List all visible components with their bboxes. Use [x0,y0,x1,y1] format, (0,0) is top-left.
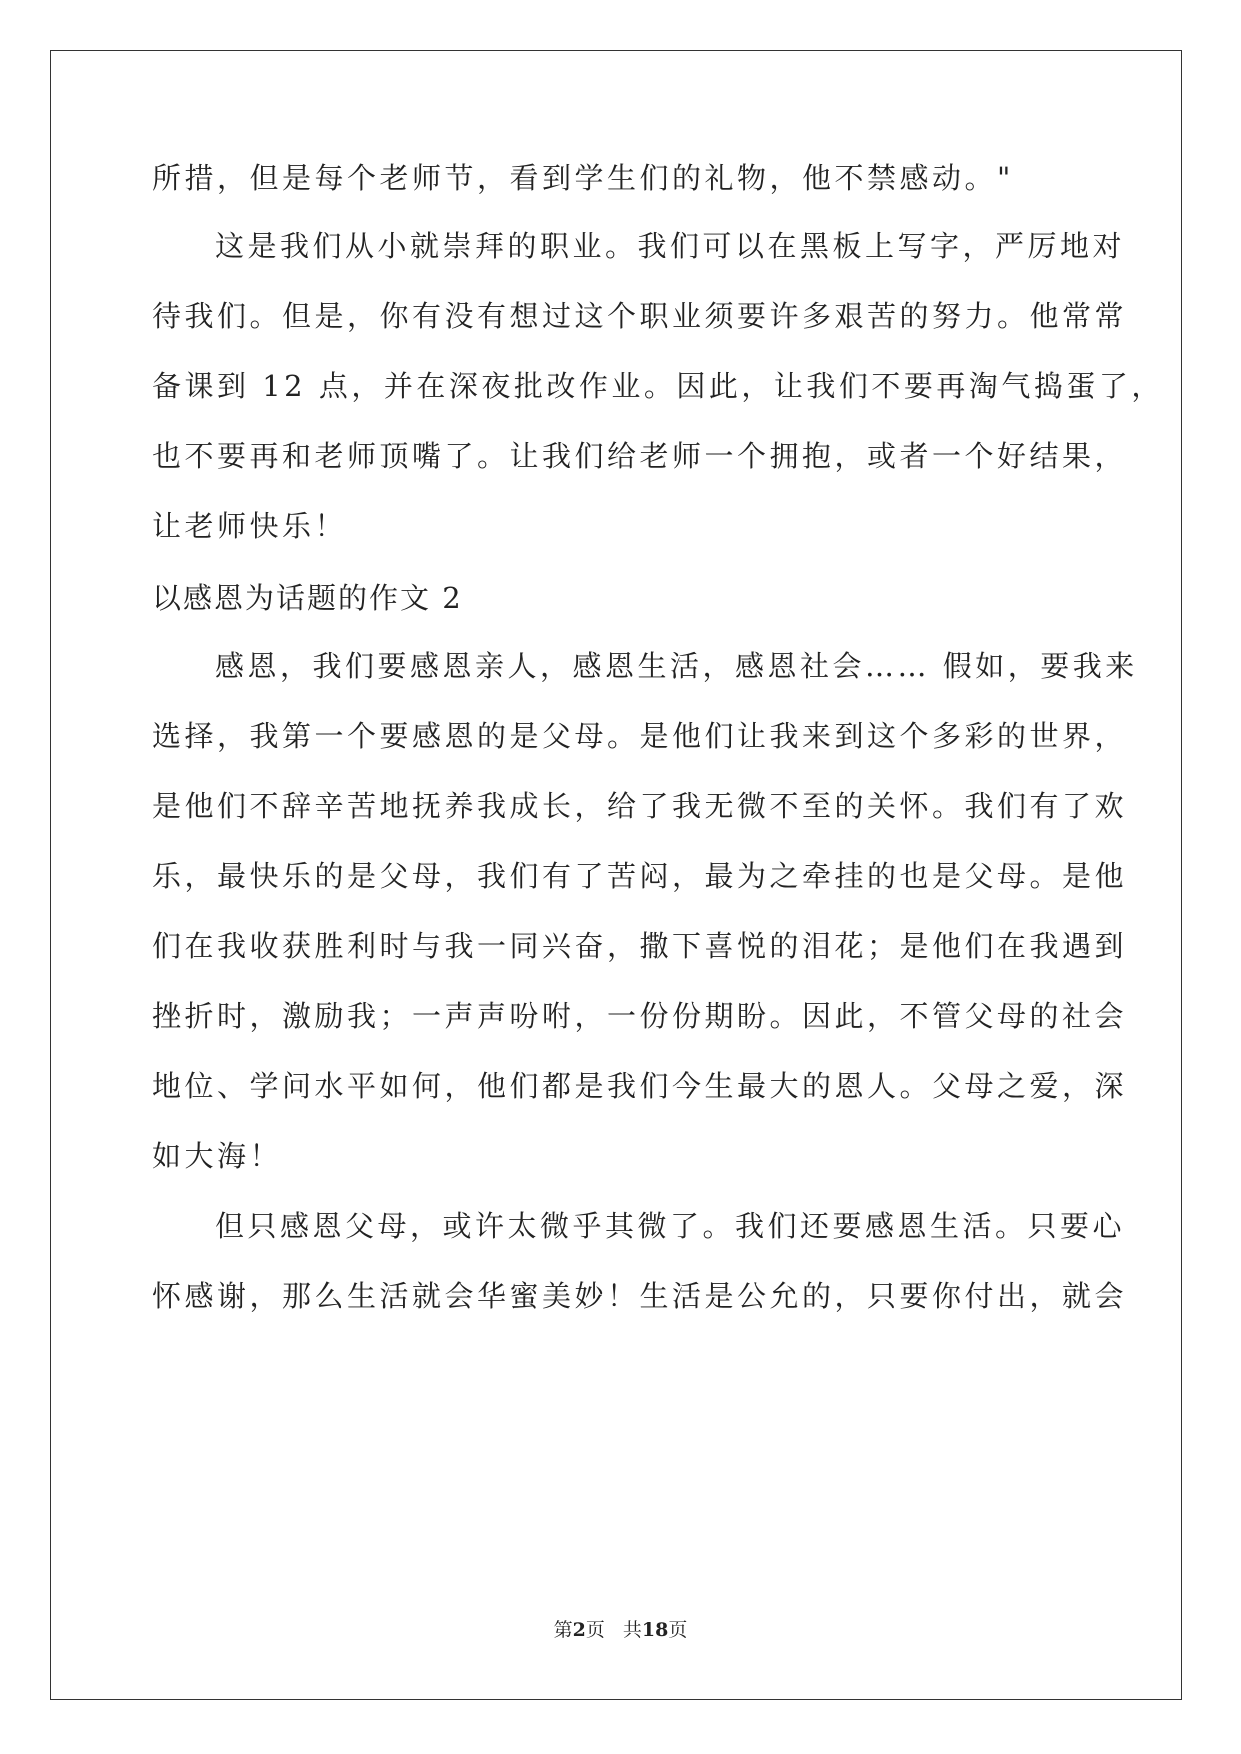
current-page-number: 2 [572,1619,586,1641]
text-line: 这是我们从小就崇拜的职业。我们可以在黑板上写字，严厉地对 [215,229,1126,263]
text-line: 如大海！ [152,1139,283,1173]
total-prefix: 共 [622,1619,642,1641]
section-heading: 以感恩为话题的作文 2 [152,581,463,615]
text-line: 但只感恩父母，或许太微乎其微了。我们还要感恩生活。只要心 [215,1209,1126,1243]
text-line: 怀感谢，那么生活就会华蜜美妙！生活是公允的，只要你付出，就会 [152,1279,1128,1313]
page-footer [0,1617,1241,1643]
text-line: 乐，最快乐的是父母，我们有了苦闷，最为之牵挂的也是父母。是他 [152,859,1128,893]
total-unit: 页 [668,1619,688,1641]
text-line: 挫折时，激励我；一声声吩咐，一份份期盼。因此，不管父母的社会 [152,999,1128,1033]
total-page-number: 18 [641,1619,669,1641]
text-line: 选择，我第一个要感恩的是父母。是他们让我来到这个多彩的世界， [152,719,1128,753]
text-line: 所措，但是每个老师节，看到学生们的礼物，他不禁感动。" [152,161,1014,195]
text-line: 是他们不辞辛苦地抚养我成长，给了我无微不至的关怀。我们有了欢 [152,789,1128,823]
text-line: 们在我收获胜利时与我一同兴奋，撒下喜悦的泪花；是他们在我遇到 [152,929,1128,963]
text-line: 备课到 12 点，并在深夜批改作业。因此，让我们不要再淘气捣蛋了， [152,369,1164,403]
text-line: 待我们。但是，你有没有想过这个职业须要许多艰苦的努力。他常常 [152,299,1128,333]
text-line: 让老师快乐！ [152,509,348,543]
text-line: 也不要再和老师顶嘴了。让我们给老师一个拥抱，或者一个好结果， [152,439,1128,473]
page-unit: 页 [585,1619,605,1641]
text-line: 感恩，我们要感恩亲人，感恩生活，感恩社会…… 假如，要我来 [215,649,1138,683]
page-prefix: 第 [553,1619,573,1641]
text-line: 地位、学问水平如何，他们都是我们今生最大的恩人。父母之爱，深 [152,1069,1128,1103]
